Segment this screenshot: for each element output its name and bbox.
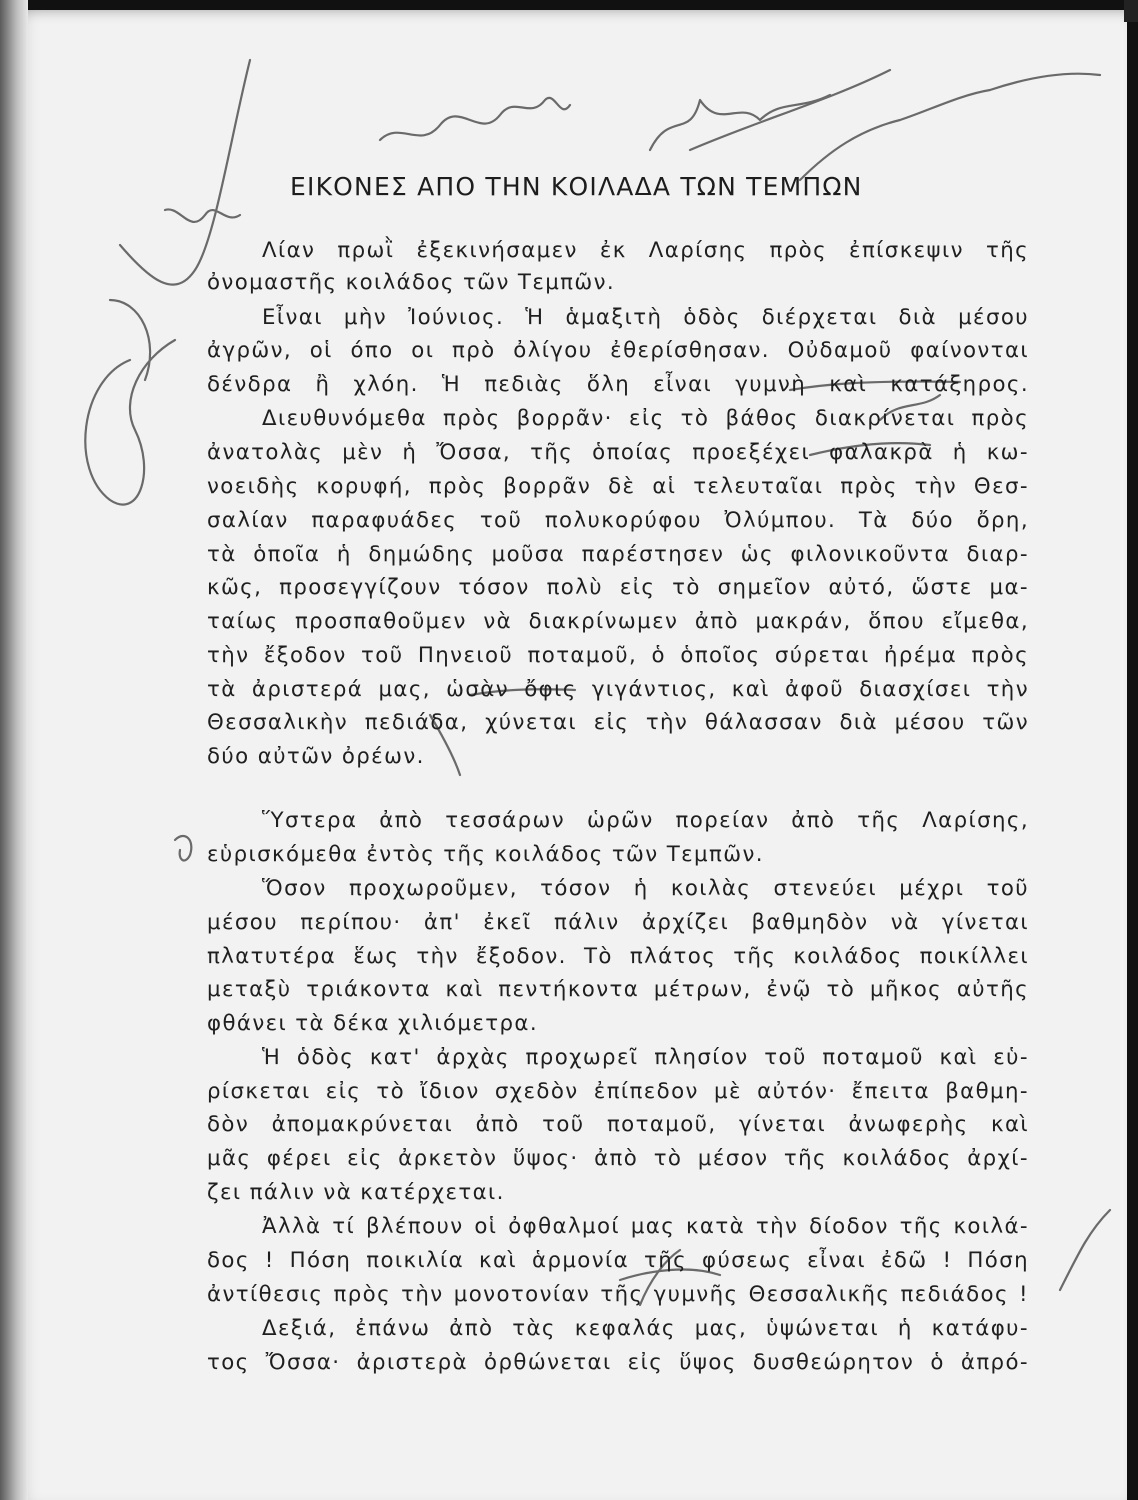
text-line: Διευθυνόμεθα πρὸς βορρᾶν· εἰς τὸ βάθος διακρίνεται πρὸς: [262, 406, 1029, 431]
text-line: ταίως προσπαθοῦμεν νὰ διακρίνωμεν ἀπὸ μακράν, ὅπου εἴμεθα,: [207, 609, 1029, 634]
text-line: μᾶς φέρει εἰς ἀρκετὸν ὕψος· ἀπὸ τὸ μέσον τῆς κοιλάδος ἀρχί-: [207, 1146, 1029, 1171]
text-line: Λίαν πρωῒ ἐξεκινήσαμεν ἐκ Λαρίσης πρὸς ἐπίσκεψιν τῆς: [262, 238, 1029, 263]
text-line: πλατυτέρα ἕως τὴν ἔξοδον. Τὸ πλάτος τῆς κοιλάδος ποικίλλει: [207, 944, 1029, 969]
text-line: ὀνομαστῆς κοιλάδος τῶν Τεμπῶν.: [207, 270, 616, 295]
text-line: Ἡ ὁδὸς κατ' ἀρχὰς προχωρεῖ πλησίον τοῦ ποταμοῦ καὶ εὑ-: [262, 1045, 1029, 1070]
text-line: φθάνει τὰ δέκα χιλιόμετρα.: [207, 1011, 538, 1036]
page-title: ΕΙΚΟΝΕΣ ΑΠΟ ΤΗΝ ΚΟΙΛΑΔΑ ΤΩΝ ΤΕΜΠΩΝ: [290, 172, 863, 201]
text-line: Ὕστερα ἀπὸ τεσσάρων ὡρῶν πορείαν ἀπὸ τῆς Λαρίσης,: [262, 808, 1029, 833]
text-line: εὑρισκόμεθα ἐντὸς τῆς κοιλάδος τῶν Τεμπῶν.: [207, 842, 764, 867]
page-binding-edge: [0, 0, 28, 1500]
text-line: τὴν ἔξοδον τοῦ Πηνειοῦ ποταμοῦ, ὁ ὁποῖος σύρεται ἠρέμα πρὸς: [207, 643, 1029, 668]
text-line: δύο αὐτῶν ὀρέων.: [207, 744, 425, 769]
text-line: δὸν ἀπομακρύνεται ἀπὸ τοῦ ποταμοῦ, γίνεται ἀνωφερὴς καὶ: [207, 1112, 1029, 1137]
text-line: Εἶναι μὴν Ἰούνιος. Ἡ ἁμαξιτὴ ὁδὸς διέρχεται διὰ μέσου: [262, 305, 1029, 330]
text-line: κῶς, προσεγγίζουν τόσον πολὺ εἰς τὸ σημεῖον αὐτό, ὥστε μα-: [207, 575, 1029, 600]
text-line: σαλίαν παραφυάδες τοῦ πολυκορύφου Ὀλύμπου. Τὰ δύο ὄρη,: [207, 508, 1029, 533]
text-line: ρίσκεται εἰς τὸ ἴδιον σχεδὸν ἐπίπεδον μὲ αὐτόν· ἔπειτα βαθμη-: [207, 1079, 1029, 1104]
text-line: Ἀλλὰ τί βλέπουν οἱ ὀφθαλμοί μας κατὰ τὴν δίοδον τῆς κοιλά-: [262, 1214, 1029, 1239]
text-line: τος Ὄσσα· ἀριστερὰ ὀρθώνεται εἰς ὕψος δυσθεώρητον ὁ ἀπρό-: [207, 1350, 1029, 1375]
text-line: Ὅσον προχωροῦμεν, τόσον ἡ κοιλὰς στενεύει μέχρι τοῦ: [262, 876, 1029, 901]
text-line: ζει πάλιν νὰ κατέρχεται.: [207, 1180, 505, 1205]
text-line: Δεξιά, ἐπάνω ἀπὸ τὰς κεφαλάς μας, ὑψώνεται ἡ κατάφυ-: [262, 1316, 1029, 1341]
text-line: δος ! Πόση ποικιλία καὶ ἁρμονία τῆς φύσεως εἶναι ἐδῶ ! Πόση: [207, 1248, 1029, 1273]
text-line: ἀγρῶν, οἱ όπο οι πρὸ ὀλίγου ἐθερίσθησαν. Οὐδαμοῦ φαίνονται: [207, 338, 1029, 363]
text-line: δένδρα ἢ χλόη. Ἡ πεδιὰς ὅλη εἶναι γυμνὴ καὶ κατάξηρος.: [207, 372, 1029, 397]
scanner-corner: [1124, 0, 1138, 22]
text-line: ἀντίθεσις πρὸς τὴν μονοτονίαν τῆς γυμνῆς Θεσσαλικῆς πεδιάδος !: [207, 1282, 1029, 1307]
text-line: τὰ ὁποῖα ἡ δημώδης μοῦσα παρέστησεν ὡς φιλονικοῦντα διαρ-: [207, 542, 1029, 567]
text-line: ἀνατολὰς μὲν ἡ Ὄσσα, τῆς ὁποίας προεξέχει φαλακρὰ ἡ κω-: [207, 440, 1029, 465]
text-line: Θεσσαλικὴν πεδιάδα, χύνεται εἰς τὴν θάλασσαν διὰ μέσου τῶν: [207, 710, 1029, 735]
text-line: τὰ ἀριστερά μας, ὡσὰν ὄφις γιγάντιος, καὶ ἀφοῦ διασχίσει τὴν: [207, 677, 1029, 702]
text-line: μεταξὺ τριάκοντα καὶ πεντήκοντα μέτρων, ἐνῷ τὸ μῆκος αὐτῆς: [207, 977, 1029, 1002]
text-line: μέσου περίπου· ἀπ' ἐκεῖ πάλιν ἀρχίζει βαθμηδὸν νὰ γίνεται: [207, 910, 1029, 935]
text-line: νοειδὴς κορυφή, πρὸς βορρᾶν δὲ αἱ τελευταῖαι πρὸς τὴν Θεσ-: [207, 474, 1029, 499]
